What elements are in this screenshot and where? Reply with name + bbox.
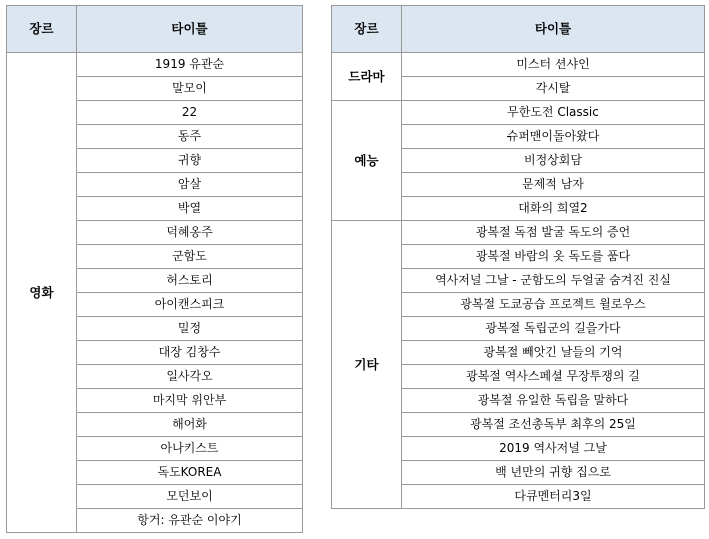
- title-cell: 문제적 남자: [402, 173, 705, 197]
- title-cell: 귀향: [77, 149, 303, 173]
- title-cell: 다큐멘터리3일: [402, 485, 705, 509]
- title-cell: 마지막 위안부: [77, 389, 303, 413]
- genre-cell: 영화: [7, 53, 77, 533]
- left-genre-table: [6, 5, 303, 533]
- table-row: [332, 53, 705, 77]
- title-cell: 22: [77, 101, 303, 125]
- title-cell: 아이캔스피크: [77, 293, 303, 317]
- genre-header: 장르: [7, 6, 77, 53]
- title-cell: 암살: [77, 173, 303, 197]
- title-cell: 광복절 유일한 독립을 말하다: [402, 389, 705, 413]
- title-cell: 박열: [77, 197, 303, 221]
- title-cell: 대화의 희열2: [402, 197, 705, 221]
- title-cell: 말모이: [77, 77, 303, 101]
- title-cell: 2019 역사저널 그날: [402, 437, 705, 461]
- genre-cell: 기타: [332, 221, 402, 509]
- title-cell: 역사저널 그날 - 군함도의 두얼굴 숨겨진 진실: [402, 269, 705, 293]
- title-cell: 항거: 유관순 이야기: [77, 509, 303, 533]
- title-cell: 밀정: [77, 317, 303, 341]
- title-cell: 슈퍼맨이돌아왔다: [402, 125, 705, 149]
- title-header: 타이틀: [77, 6, 303, 53]
- title-cell: 무한도전 Classic: [402, 101, 705, 125]
- title-cell: 광복절 빼앗긴 날들의 기억: [402, 341, 705, 365]
- title-cell: 아나키스트: [77, 437, 303, 461]
- table-row: [332, 221, 705, 245]
- title-cell: 해어화: [77, 413, 303, 437]
- title-cell: 모던보이: [77, 485, 303, 509]
- title-cell: 광복절 독점 발굴 독도의 증언: [402, 221, 705, 245]
- table-row: [7, 53, 303, 77]
- title-cell: 비정상회담: [402, 149, 705, 173]
- title-cell: 일사각오: [77, 365, 303, 389]
- genre-cell: 예능: [332, 101, 402, 221]
- title-cell: 광복절 도쿄공습 프로젝트 윌로우스: [402, 293, 705, 317]
- header-row: [7, 6, 303, 53]
- title-cell: 각시탈: [402, 77, 705, 101]
- table-row: [332, 101, 705, 125]
- title-cell: 미스터 션샤인: [402, 53, 705, 77]
- title-cell: 1919 유관순: [77, 53, 303, 77]
- title-cell: 동주: [77, 125, 303, 149]
- title-cell: 군함도: [77, 245, 303, 269]
- title-cell: 백 년만의 귀향 집으로: [402, 461, 705, 485]
- header-row: [332, 6, 705, 53]
- title-cell: 광복절 역사스페셜 무장투쟁의 길: [402, 365, 705, 389]
- title-cell: 광복절 조선총독부 최후의 25일: [402, 413, 705, 437]
- genre-header: 장르: [332, 6, 402, 53]
- title-cell: 덕혜옹주: [77, 221, 303, 245]
- title-cell: 대장 김창수: [77, 341, 303, 365]
- title-cell: 독도KOREA: [77, 461, 303, 485]
- right-genre-table: [331, 5, 705, 509]
- title-cell: 허스토리: [77, 269, 303, 293]
- title-cell: 광복절 독립군의 길을가다: [402, 317, 705, 341]
- genre-cell: 드라마: [332, 53, 402, 101]
- title-cell: 광복절 바람의 옷 독도를 품다: [402, 245, 705, 269]
- title-header: 타이틀: [402, 6, 705, 53]
